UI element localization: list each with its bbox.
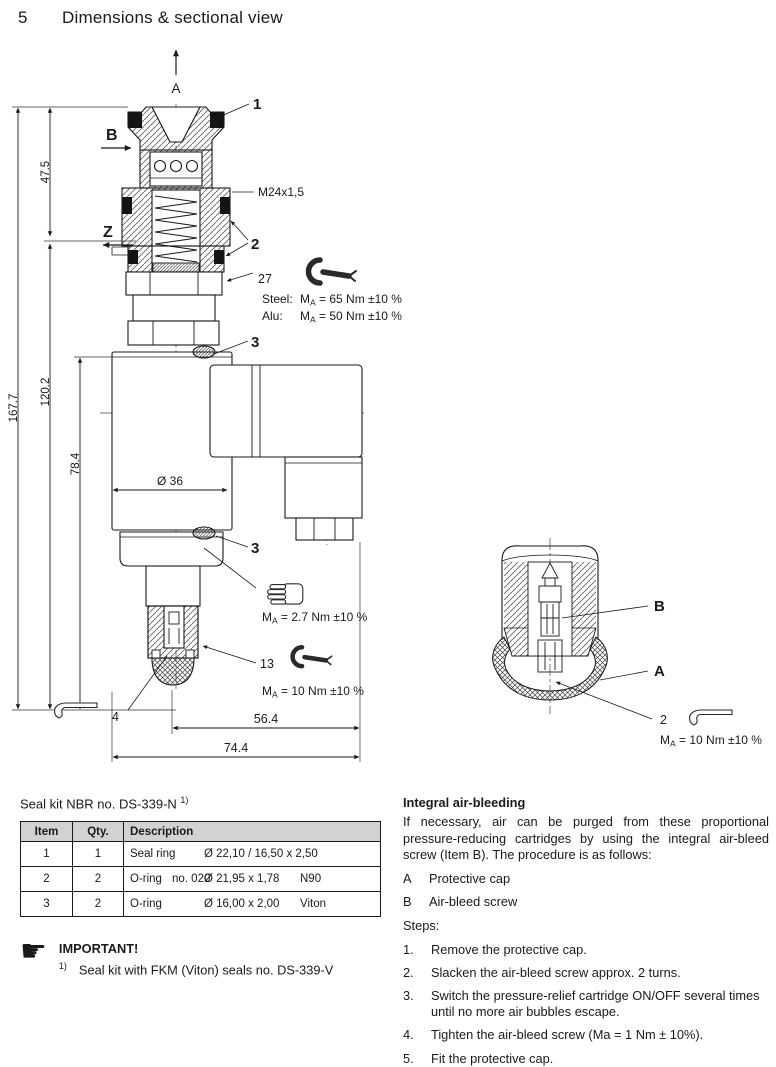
col-header-description: Description [124, 822, 381, 842]
cap-label-b: B [654, 598, 665, 615]
steps-label: Steps: [403, 918, 440, 934]
cap-torque: $M_A = 10$ Nm ±10 % [660, 733, 762, 749]
step-item: 5. Fit the protective cap. [403, 1050, 554, 1066]
seal-kit-heading: Seal kit NBR no. DS-339-N $^{1)}$ [20, 795, 189, 812]
step-item: 3. Switch the pressure-relief cartridge ON/OFF several times until no more air bubbles escape. [403, 988, 760, 1020]
seal-kit-table [20, 821, 381, 917]
torque-hand: $M_A = 2.7$ Nm ±10 % [262, 610, 368, 626]
item-3-top-label: 3 [251, 334, 260, 351]
legend-item: B Air-bleed screw [403, 893, 518, 909]
allen-key-icon [690, 710, 732, 725]
col-header-qty: Qty. [73, 822, 124, 842]
dim-120-2: 120.2 [40, 377, 52, 407]
thread-label: M24x1,5 [258, 185, 305, 199]
neck [133, 295, 215, 321]
step-item: 2. Slacken the air-bleed screw approx. 2 turns. [403, 965, 681, 980]
air-bleeding-intro: If necessary, air can be purged from these proportional pressure-reducing cartridges by using the integral air-bleed screw (Item B). The procedure is as follows: [403, 814, 769, 863]
table-row: 2 2 O-ring no. 020 Ø 21,95 x 1,78 N90 [21, 867, 381, 892]
important-note [20, 935, 385, 978]
table-row: 3 2 O-ring Ø 16,00 x 2,00 Viton [21, 892, 381, 917]
ring-nut-27 [126, 272, 222, 295]
pointing-hand-icon: ☛ [20, 935, 47, 969]
dim-78-4: 78.4 [70, 452, 82, 476]
footnote-text: $^{1)}$ Seal kit with FKM (Viton) seals no. DS-339-V [58, 961, 334, 978]
item-4-label: 4 [112, 710, 119, 724]
seal-kit-section [20, 795, 385, 978]
port-z-label: Z [103, 224, 113, 241]
air-bleeding-heading: Integral air-bleeding [403, 795, 526, 810]
step-item: 4. Tighten the air-bleed screw (Ma = 1 Nm ± 10%). [403, 1027, 704, 1043]
torque-gland: $M_A = 10$ Nm ±10 % [262, 684, 364, 700]
solenoid-connector [210, 365, 362, 540]
air-bleeding-section [403, 795, 769, 1067]
stem [146, 566, 200, 606]
step-item: 1. Remove the protective cap. [403, 941, 587, 957]
cap-label-a: A [654, 663, 665, 680]
item-1-label: 1 [253, 96, 262, 113]
item-3-bottom-label: 3 [251, 540, 260, 557]
important-label: IMPORTANT! [58, 941, 139, 957]
legend-item: A Protective cap [403, 870, 511, 886]
wrench-icon [293, 647, 332, 666]
torque-alu: Alu: $M_A = 50$ Nm ±10 % [262, 309, 402, 325]
dim-74-4: 74.4 [223, 741, 249, 755]
col-header-item: Item [21, 822, 73, 842]
table-header-row [21, 822, 381, 842]
dim-56-4: 56.4 [253, 712, 279, 726]
hand-tighten-icon [268, 584, 303, 604]
section-title: Dimensions & sectional view [62, 8, 283, 27]
section-number: 5 [18, 8, 28, 27]
dim-diameter-36: Ø 36 [156, 474, 184, 488]
wrench-icon [309, 260, 357, 283]
footnote-ref: 1) [180, 795, 189, 805]
allen-key-icon [55, 703, 97, 718]
o-ring-3-top [193, 346, 215, 358]
protective-cap-view [493, 538, 763, 749]
table-row: 1 1 Seal ring Ø 22,10 / 16,50 x 2,50 [21, 842, 381, 867]
item-13-label: 13 [260, 657, 274, 671]
dim-47-5: 47.5 [40, 160, 52, 184]
item-27-label: 27 [258, 272, 272, 286]
item-2-label: 2 [251, 236, 260, 253]
torque-steel: Steel: $M_A = 65$ Nm ±10 % [262, 292, 402, 308]
port-b-label: B [106, 127, 118, 144]
hex-nut [128, 321, 219, 345]
dim-167-7: 167.7 [8, 393, 20, 423]
spring-seat [153, 263, 199, 272]
cap-item-2-label: 2 [660, 713, 667, 727]
section-arrow-label: A [171, 81, 181, 96]
o-ring-3-bottom [193, 527, 215, 539]
